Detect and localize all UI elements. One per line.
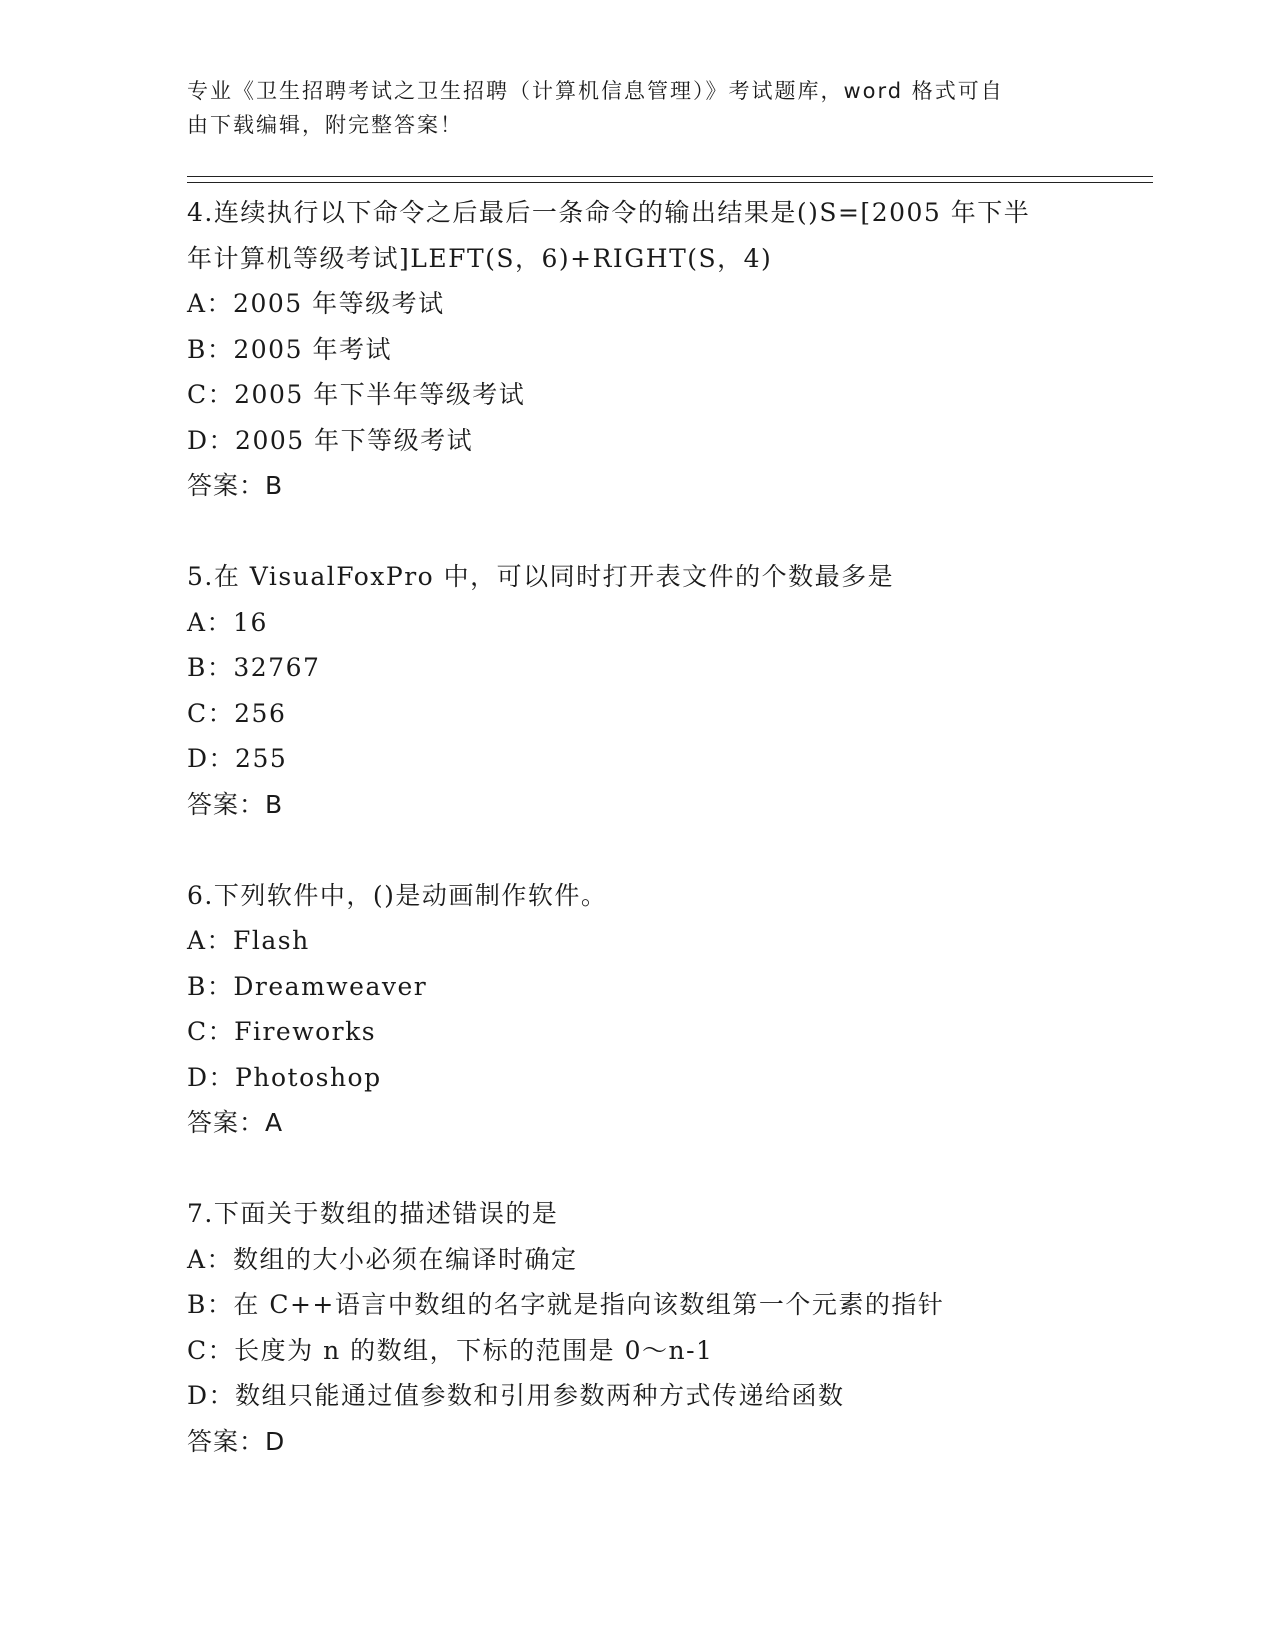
header-rule-bottom: [187, 182, 1153, 183]
option-d: D：数组只能通过值参数和引用参数两种方式传递给函数: [187, 1381, 845, 1410]
document-header: [187, 74, 1087, 142]
question-7: [187, 1191, 1087, 1464]
question-text: 7.下面关于数组的描述错误的是: [187, 1199, 559, 1228]
header-rule-top: [187, 176, 1153, 177]
option-a: A：Flash: [187, 926, 310, 955]
question-6: [187, 873, 1087, 1146]
header-line-2: 由下载编辑，附完整答案！: [187, 113, 463, 137]
answer: 答案：B: [187, 789, 284, 819]
option-a: A：数组的大小必须在编译时确定: [187, 1244, 578, 1274]
option-c: C：256: [187, 698, 287, 728]
question-list: [187, 190, 1087, 1510]
option-b: B：2005 年考试: [187, 334, 392, 364]
answer: 答案：B: [187, 471, 284, 500]
question-text: 年计算机等级考试]LEFT(S，6)+RIGHT(S，4): [187, 243, 773, 273]
option-c: C：Fireworks: [187, 1017, 377, 1046]
option-a: A：2005 年等级考试: [187, 289, 445, 318]
option-c: C：2005 年下半年等级考试: [187, 380, 526, 409]
option-d: D：2005 年下等级考试: [187, 425, 474, 455]
option-b: B：在 C++语言中数组的名字就是指向该数组第一个元素的指针: [187, 1290, 945, 1319]
option-b: B：32767: [187, 653, 321, 682]
question-text: 4.连续执行以下命令之后最后一条命令的输出结果是()S=[2005 年下半: [187, 198, 1031, 227]
question-text: 6.下列软件中，()是动画制作软件。: [187, 880, 608, 910]
answer: 答案：A: [187, 1108, 284, 1137]
option-a: A：16: [187, 607, 268, 637]
header-line-1: 专业《卫生招聘考试之卫生招聘（计算机信息管理）》考试题库，word 格式可自: [187, 79, 1004, 103]
question-5: [187, 554, 1087, 827]
option-b: B：Dreamweaver: [187, 971, 428, 1001]
option-d: D：Photoshop: [187, 1062, 382, 1092]
answer: 答案：D: [187, 1426, 286, 1456]
question-4: [187, 190, 1087, 508]
question-text: 5.在 VisualFoxPro 中，可以同时打开表文件的个数最多是: [187, 562, 895, 591]
option-c: C：长度为 n 的数组，下标的范围是 0～n-1: [187, 1335, 714, 1365]
option-d: D：255: [187, 744, 288, 773]
